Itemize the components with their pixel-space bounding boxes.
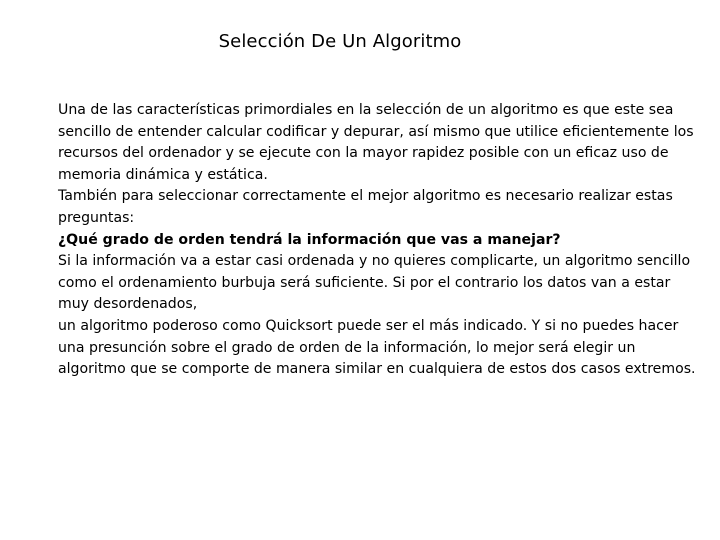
answer-paragraph-1: Si la información va a estar casi ordenada y no quieres complicarte, un algoritmo sencillo como el ordenamiento burbuja será suficiente. Si por el contrario los datos van a estar muy desordenados, bbox=[58, 253, 691, 313]
slide-title: Selección De Un Algoritmo bbox=[218, 31, 462, 52]
slide-body bbox=[58, 100, 698, 381]
questions-intro-paragraph: También para seleccionar correctamente el mejor algoritmo es necesario realizar estas preguntas: bbox=[58, 188, 673, 226]
answer-paragraph-2: un algoritmo poderoso como Quicksort puede ser el más indicado. Y si no puedes hacer una presunción sobre el grado de orden de la información, lo mejor será elegir un algoritmo que se comporte de manera similar en cualquiera de estos dos casos extremos. bbox=[58, 317, 696, 378]
intro-paragraph: Una de las características primordiales en la selección de un algoritmo es que este sea sencillo de entender calcular codificar y depurar, así mismo que utilice eficientemente los recursos del ordenador y se ejecute con la mayor rapidez posible con un eficaz uso de memoria dinámica y estática. bbox=[58, 102, 694, 183]
question-heading: ¿Qué grado de orden tendrá la información que vas a manejar? bbox=[58, 231, 561, 248]
